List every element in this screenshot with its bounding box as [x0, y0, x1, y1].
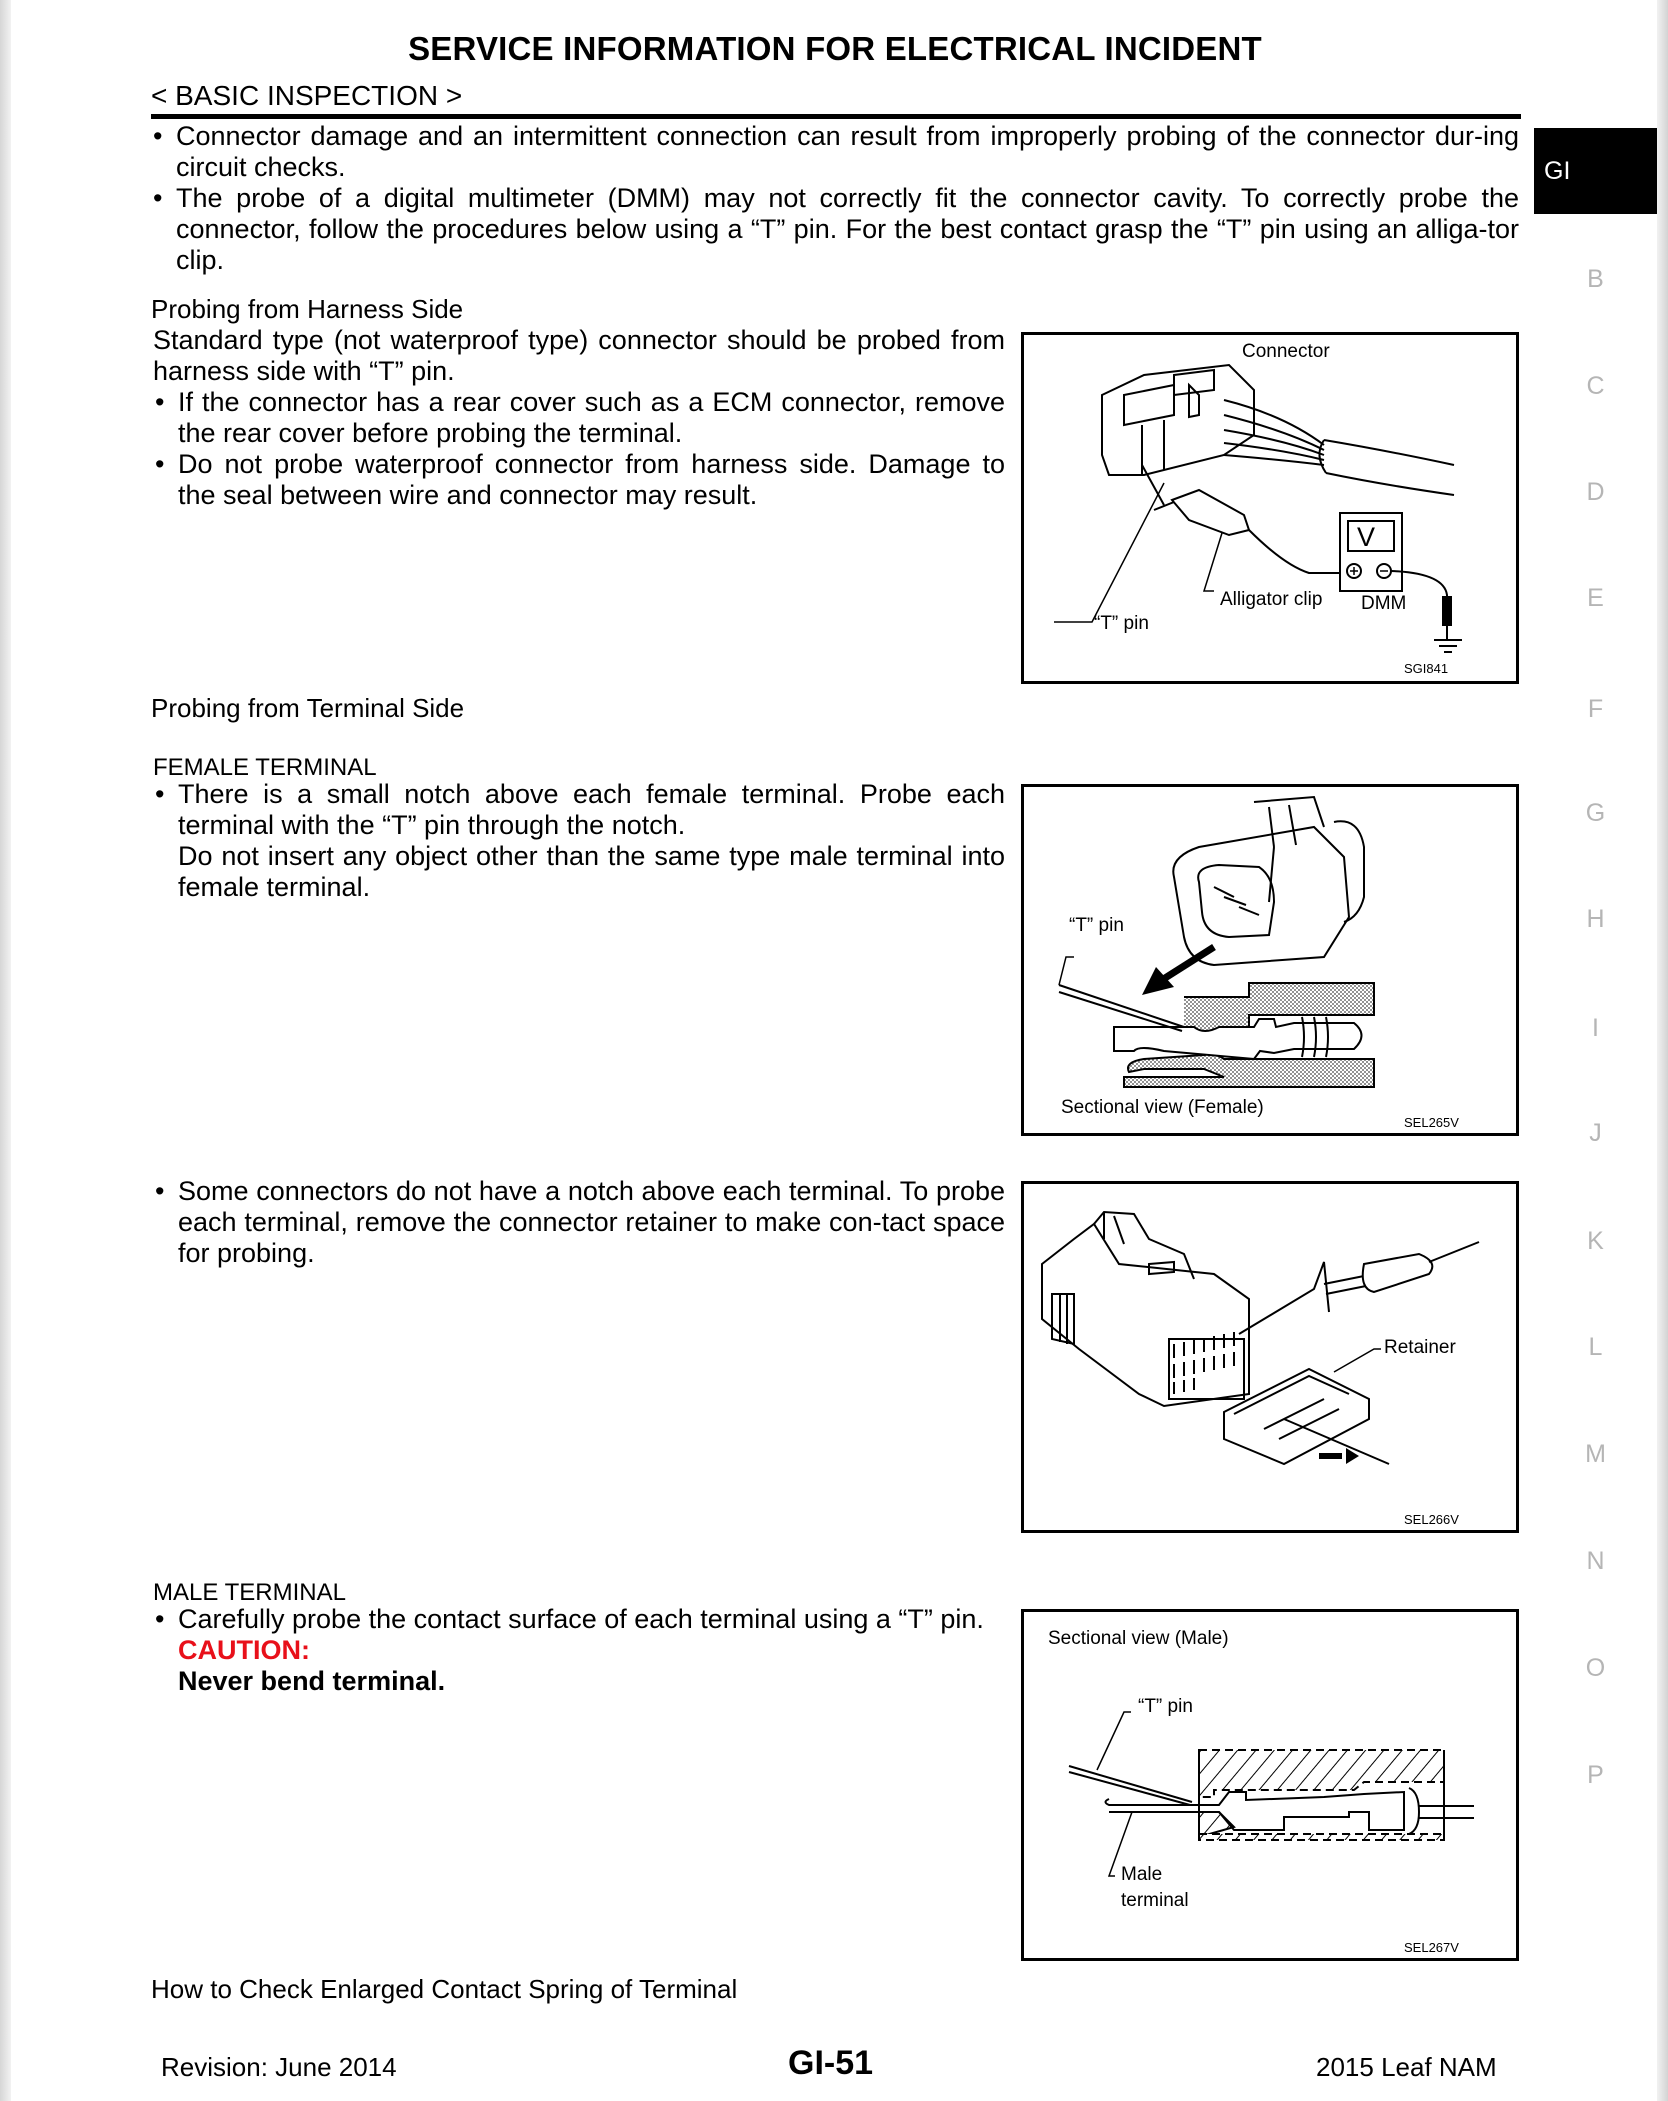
- female-bullet: • There is a small notch above each female terminal. Probe each terminal with the “T” pin through the notch.: [153, 779, 1005, 841]
- caution-text: Never bend terminal.: [178, 1666, 446, 1696]
- t-pin-label: “T” pin: [1069, 915, 1124, 936]
- figure-code: SGI841: [1404, 661, 1449, 676]
- tab-c[interactable]: C: [1586, 372, 1605, 400]
- harness-side-paragraph: Standard type (not waterproof type) connector should be probed from harness side with “T” pin.: [153, 325, 1005, 386]
- tab-e[interactable]: E: [1587, 584, 1604, 612]
- female-terminal-heading: FEMALE TERMINAL: [153, 754, 377, 781]
- tab-gi[interactable]: GI: [1534, 128, 1657, 214]
- footer-model: 2015 Leaf NAM: [1316, 2052, 1497, 2082]
- figure-code: SEL267V: [1404, 1940, 1459, 1955]
- next-section-heading: How to Check Enlarged Contact Spring of Terminal: [151, 1974, 738, 2004]
- harness-bullet: • Do not probe waterproof connector from harness side. Damage to the seal between wire and connector may result.: [153, 449, 1005, 511]
- caution-label: CAUTION:: [178, 1635, 310, 1665]
- male-terminal-label-line2: terminal: [1121, 1890, 1189, 1911]
- intro-block: [151, 121, 1519, 276]
- tab-p[interactable]: P: [1587, 1761, 1604, 1789]
- page-title: SERVICE INFORMATION FOR ELECTRICAL INCIDENT: [408, 30, 1262, 67]
- tab-n[interactable]: N: [1586, 1547, 1605, 1575]
- harness-bullet: • If the connector has a rear cover such as a ECM connector, remove the rear cover before probing the terminal.: [153, 387, 1005, 449]
- male-terminal-label-line1: Male: [1121, 1864, 1163, 1885]
- male-terminal-illustration: [1024, 1612, 1516, 1958]
- figure-male-terminal: [1021, 1609, 1519, 1961]
- tab-d[interactable]: D: [1586, 478, 1605, 506]
- tab-g[interactable]: G: [1585, 799, 1606, 827]
- tab-m[interactable]: M: [1585, 1440, 1606, 1468]
- right-page-shadow: [1657, 0, 1668, 2101]
- female-terminal-block: [153, 779, 1005, 903]
- tab-f[interactable]: F: [1587, 695, 1604, 723]
- harness-side-heading: Probing from Harness Side: [151, 294, 464, 324]
- figure-female-terminal: [1021, 784, 1519, 1136]
- figure-code: SEL266V: [1404, 1512, 1459, 1527]
- retainer-label: Retainer: [1384, 1337, 1456, 1358]
- male-terminal-heading: MALE TERMINAL: [153, 1579, 346, 1606]
- connector-label: Connector: [1242, 341, 1330, 362]
- section-breadcrumb: < BASIC INSPECTION >: [151, 80, 463, 111]
- terminal-side-heading: Probing from Terminal Side: [151, 693, 465, 723]
- figure-harness-probing: [1021, 332, 1519, 684]
- intro-bullet: • Connector damage and an intermittent connection can result from improperly probing of the connector dur-ing circuit checks.: [151, 121, 1519, 183]
- male-terminal-block: [153, 1604, 1005, 1697]
- male-caption-label: Sectional view (Male): [1048, 1628, 1229, 1649]
- female-terminal-illustration: [1024, 787, 1516, 1133]
- retainer-bullet: • Some connectors do not have a notch above each terminal. To probe each terminal, remove the connector retainer to make con-tact space for probing.: [153, 1176, 1005, 1269]
- female-note: Do not insert any object other than the same type male terminal into female terminal.: [178, 841, 1005, 902]
- tab-k[interactable]: K: [1587, 1227, 1604, 1255]
- header-rule: [151, 114, 1521, 119]
- tab-i[interactable]: I: [1592, 1014, 1599, 1042]
- intro-bullet: • The probe of a digital multimeter (DMM) may not correctly fit the connector cavity. To correctly probe the connector, follow the procedures below using a “T” pin. For the best contact grasp the “T” pin using an alliga-tor clip.: [151, 183, 1519, 276]
- tab-h[interactable]: H: [1586, 905, 1605, 933]
- t-pin-label: “T” pin: [1138, 1696, 1193, 1717]
- retainer-block: [153, 1176, 1005, 1269]
- meter-display-label: V: [1357, 522, 1376, 552]
- t-pin-label: “T” pin: [1094, 613, 1149, 634]
- alligator-clip-label: Alligator clip: [1220, 589, 1323, 610]
- tab-b[interactable]: B: [1587, 265, 1604, 293]
- dmm-label: DMM: [1361, 593, 1407, 614]
- harness-side-block: [153, 325, 1005, 511]
- left-page-shadow: [0, 0, 11, 2101]
- figure-code: SEL265V: [1404, 1115, 1459, 1130]
- figure-retainer: [1021, 1181, 1519, 1533]
- tab-o[interactable]: O: [1585, 1654, 1606, 1682]
- tab-l[interactable]: L: [1588, 1333, 1603, 1361]
- female-caption-label: Sectional view (Female): [1061, 1097, 1264, 1118]
- footer-revision: Revision: June 2014: [161, 2052, 397, 2082]
- tab-j[interactable]: J: [1589, 1119, 1602, 1147]
- male-bullet: • Carefully probe the contact surface of each terminal using a “T” pin.: [153, 1604, 1005, 1635]
- footer-page-number: GI-51: [788, 2044, 874, 2082]
